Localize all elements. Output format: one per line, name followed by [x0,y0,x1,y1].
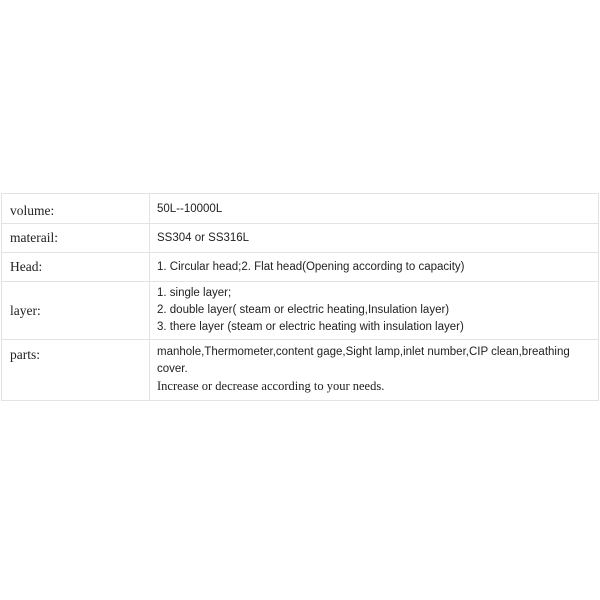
volume-value [150,194,599,224]
table-row-layer [2,282,599,340]
head-value [150,253,599,282]
layer-value [150,282,599,340]
table-row-parts [2,340,599,401]
layer-option-2: 2. double layer( steam or electric heating,Insulation layer) [157,304,450,316]
layer-option-3: 3. there layer (steam or electric heating with insulation layer) [157,321,464,333]
parts-value [150,340,599,401]
volume-value-text: 50L--10000L [157,203,223,215]
spec-table [1,193,599,401]
table-row-material [2,224,599,253]
volume-label: volume: [2,194,150,224]
parts-note-text: Increase or decrease according to your needs. [157,379,385,393]
layer-label: layer: [2,282,150,340]
material-value [150,224,599,253]
table-row-head [2,253,599,282]
layer-option-1: 1. single layer; [157,287,232,299]
head-label: Head: [2,253,150,282]
material-label: materail: [2,224,150,253]
parts-label: parts: [2,340,150,401]
head-value-text: 1. Circular head;2. Flat head(Opening according to capacity) [157,260,465,273]
material-value-text: SS304 or SS316L [157,231,250,244]
parts-list-text: manhole,Thermometer,content gage,Sight lamp,inlet number,CIP clean,breathing cover. [157,346,570,375]
table-row-volume [2,194,599,224]
